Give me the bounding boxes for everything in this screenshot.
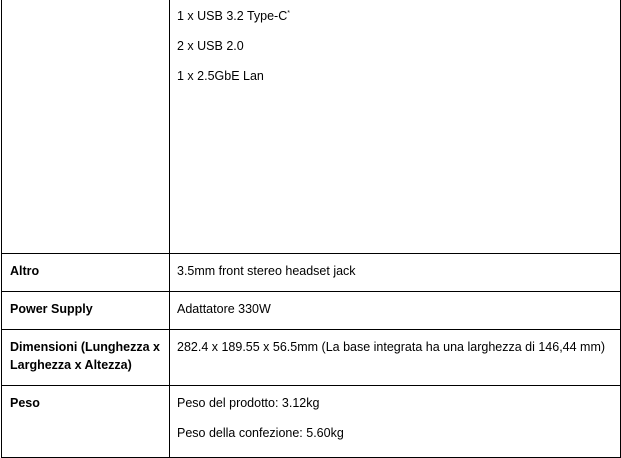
row-value-power — [170, 292, 621, 330]
port-usb2: 2 x USB 2.0 — [177, 39, 244, 53]
spec-table — [1, 0, 621, 458]
table-row-weight — [2, 386, 621, 458]
value-package-weight: Peso della confezione: 5.60kg — [177, 426, 344, 440]
row-value-dimensions — [170, 330, 621, 386]
value-adapter: Adattatore 330W — [177, 302, 271, 316]
row-label-dimensions: Dimensioni (Lunghezza x Larghezza x Altezza) — [2, 330, 170, 386]
port-lan: 1 x 2.5GbE Lan — [177, 69, 264, 83]
value-dimensions: 282.4 x 189.55 x 56.5mm (La base integrata ha una larghezza di 146,44 mm) — [177, 340, 606, 354]
row-label-weight: Peso — [2, 386, 170, 458]
port-usb-c: 1 x USB 3.2 Type-C* — [177, 9, 290, 23]
footnote-mark: * — [287, 10, 290, 17]
value-product-weight: Peso del prodotto: 3.12kg — [177, 396, 320, 410]
table-row-power — [2, 292, 621, 330]
row-value-weight — [170, 386, 621, 458]
row-label-altro: Altro — [2, 254, 170, 292]
value-headset-jack: 3.5mm front stereo headset jack — [177, 264, 356, 278]
table-row-dimensions — [2, 330, 621, 386]
row-value-ports — [170, 0, 621, 254]
row-label-empty — [2, 0, 170, 254]
row-value-altro — [170, 254, 621, 292]
row-label-power: Power Supply — [2, 292, 170, 330]
table-row-altro — [2, 254, 621, 292]
table-row-ports — [2, 0, 621, 254]
